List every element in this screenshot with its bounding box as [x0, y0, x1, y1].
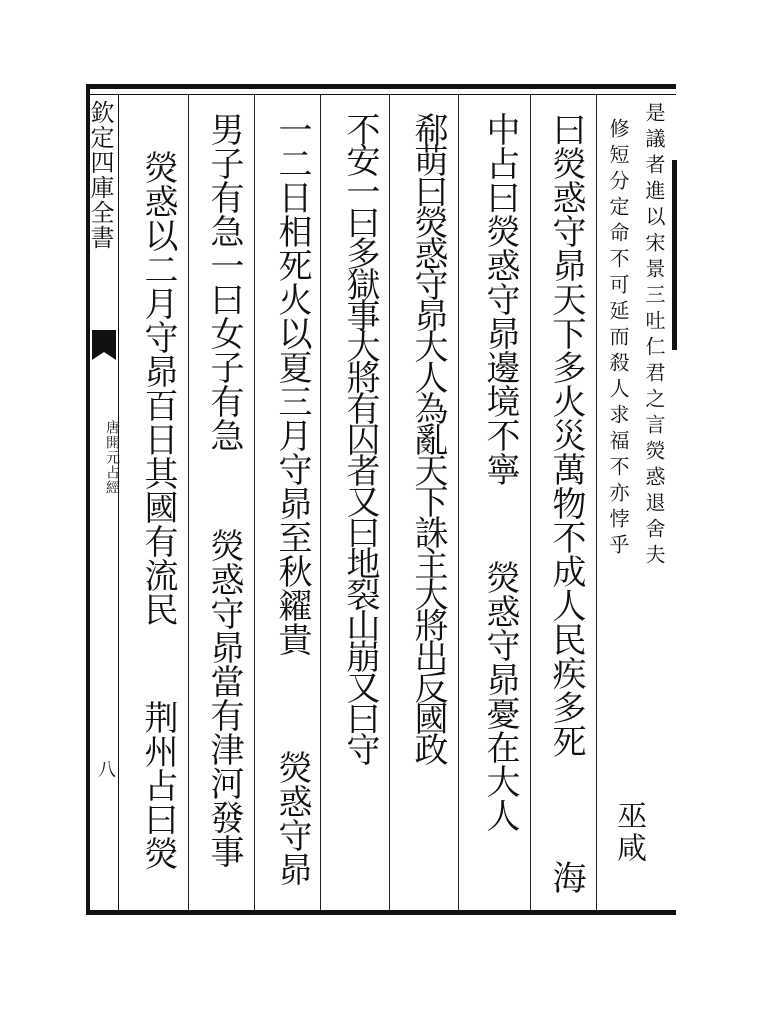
text-column-4-tail: 熒惑守昴憂在大人 — [480, 560, 520, 832]
text-column-2: 修短分定命不可延而殺人求福不亦悖乎 — [606, 118, 630, 560]
text-column-7: 一二日相死火以夏三月守昴至秋糴貴 — [272, 112, 312, 656]
text-column-4: 中占曰熒惑守昴邊境不寧 — [480, 112, 520, 486]
text-column-9: 熒惑以二月守昴百日其國有流民 — [138, 150, 178, 626]
text-column-2-name: 巫咸 — [611, 800, 646, 864]
text-column-3-tail: 海 — [546, 860, 586, 896]
frame-right-rule — [672, 160, 677, 350]
text-column-8-tail: 熒惑守昴當有津河發事 — [204, 528, 244, 868]
section-title — [92, 420, 118, 495]
column-divider — [254, 95, 255, 910]
section-title-part-b: 元占經 — [104, 450, 120, 495]
text-column-5: 郗萌曰熒惑守昴大人為亂天下誅主大將出反國政 — [408, 112, 448, 763]
page-number: 八 — [95, 760, 116, 778]
text-column-8: 男子有急一曰女子有急 — [204, 112, 244, 452]
text-column-6: 不安一曰多獄事大將有囚者又曰地裂山崩又曰守 — [340, 112, 380, 763]
column-divider — [596, 95, 597, 910]
text-column-3: 曰熒惑守昴天下多火災萬物不成人民疾多死 — [546, 112, 586, 758]
margin-divider-rule — [118, 94, 119, 914]
frame-top-rule — [86, 84, 676, 89]
column-divider — [530, 95, 531, 910]
frame-bottom-rule — [86, 910, 676, 915]
frame-top-inner-rule — [86, 94, 676, 95]
column-divider — [188, 95, 189, 910]
column-divider — [389, 95, 390, 910]
section-title-part-a: 唐開 — [104, 420, 120, 450]
book-title: 欽定四庫全書 — [86, 100, 114, 250]
text-column-1: 是議者進以宋景三吐仁君之言熒惑退舍夫 — [642, 102, 666, 570]
text-column-9-tail: 荆州占曰熒 — [138, 700, 178, 870]
fish-tail-mark — [92, 330, 116, 370]
column-divider — [320, 95, 321, 910]
column-divider — [458, 95, 459, 910]
text-column-7-tail: 熒惑守昴 — [272, 750, 312, 886]
